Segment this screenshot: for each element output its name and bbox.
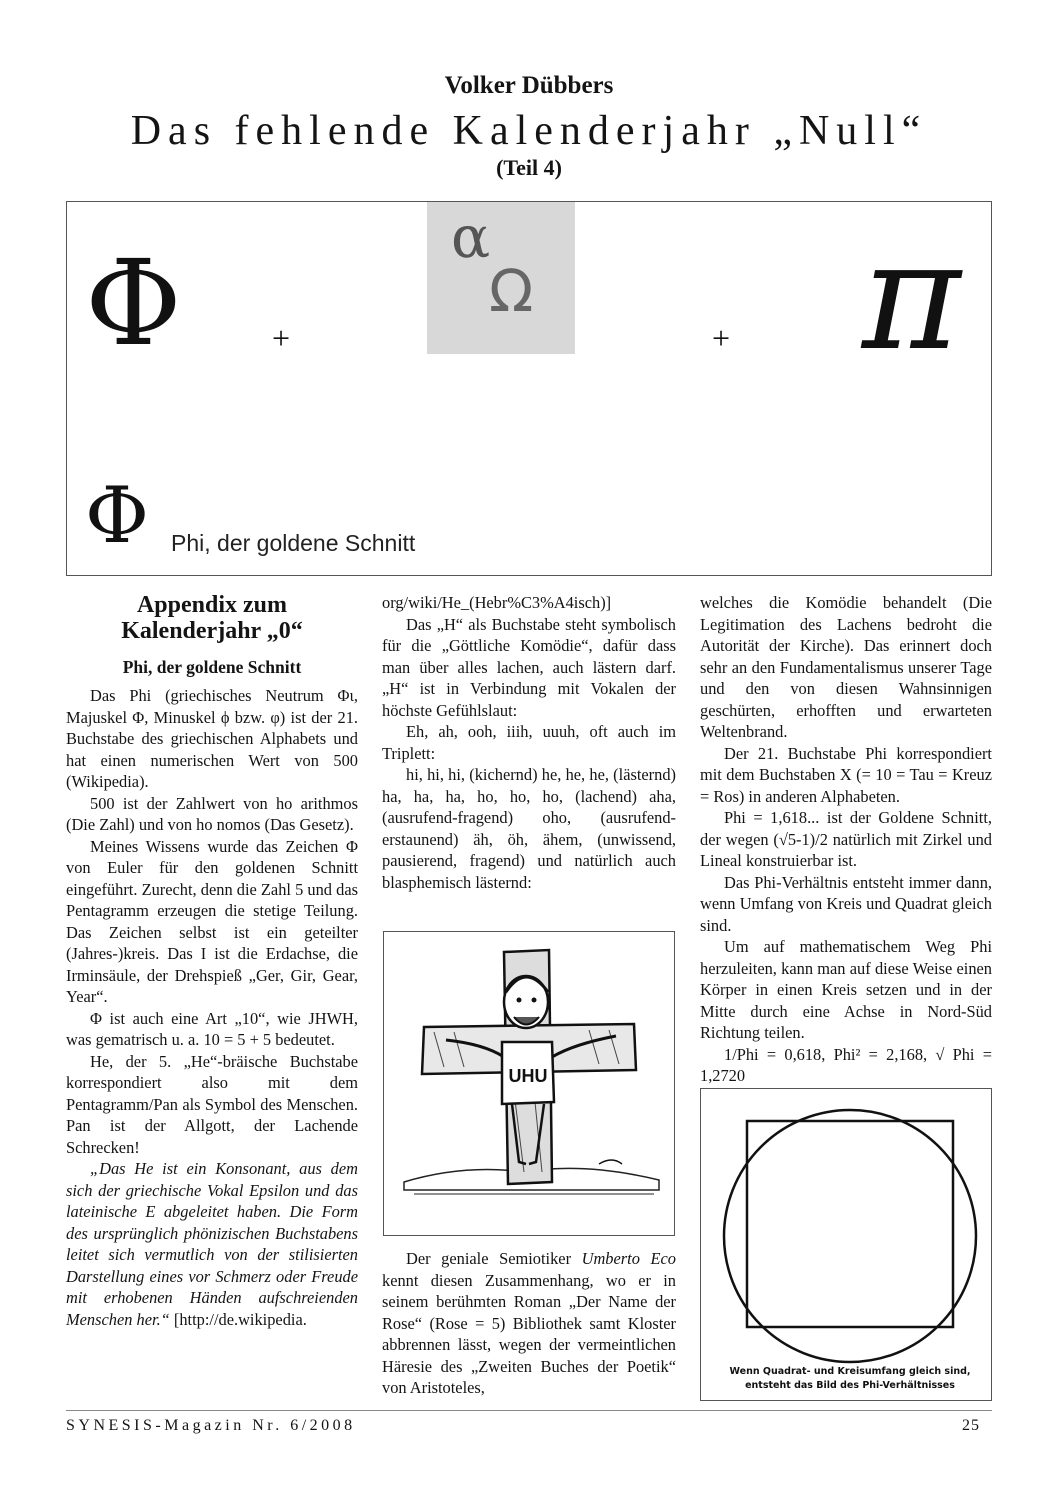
diagram-caption-line1: Wenn Quadrat- und Kreisumfang gleich sind, bbox=[729, 1366, 971, 1377]
circle-square-diagram bbox=[700, 1088, 992, 1401]
paragraph: He, der 5. „He“-bräische Buchstabe korrespondiert also mit dem Pentagramm/Pan als Symbol des Menschen. Pan ist der Allgott, der Lachende Schrecken! bbox=[66, 1051, 358, 1157]
phi-caption: Phi, der goldene Schnitt bbox=[171, 530, 416, 556]
text-column-3 bbox=[700, 592, 992, 1087]
paragraph: Das Phi-Verhältnis entsteht immer dann, wenn Umfang von Kreis und Quadrat gleich sind. bbox=[700, 872, 992, 935]
paragraph: Meines Wissens wurde das Zeichen Φ von Euler für den goldenen Schnitt eingeführt. Zurecht, denn die Zahl 5 und das Pentagramm erzeugen die stetige Teilung. Das Zeichen selbst ist ein geteilter (Jahres-)kreis. Das I ist die Erdachse, die Irminsäule, der Drehspieß „Ger, Gir, Gear, Year“. bbox=[66, 836, 358, 1006]
omega-symbol: Ω bbox=[489, 257, 534, 325]
eco-name: Umberto Eco bbox=[581, 1249, 676, 1268]
eco-text-start: Der geniale Semiotiker bbox=[406, 1249, 582, 1268]
cartoon-shirt-text: UHU bbox=[508, 1066, 548, 1086]
footer-divider bbox=[66, 1410, 992, 1411]
paragraph: welches die Komödie behandelt (Die Legitimation des Lachens bedroht die Autorität der Kirche). Das erinnert doch sehr an den Fundamentalismus unserer Tage und den von diesen Wahnsinnigen geschürten, erhofften und erwarteten Weltenbrand. bbox=[700, 593, 992, 741]
paragraph: Um auf mathematischem Weg Phi herzuleiten, kann man auf diese Weise einen Körper in einen Kreis setzen und in der Mitte durch eine Achse in Nord-Süd Richtung teilen. bbox=[700, 937, 992, 1042]
source-link-continuation[interactable]: org/wiki/He_(Hebr%C3%A4isch)] bbox=[382, 593, 612, 612]
eco-text-end: kennt diesen Zusammenhang, wo er in seinem berühmten Roman „Der Name der Rose“ (Rose = 5) Bibliothek samt Kloster abbrennen lässt, wegen der vermeintlichen Häresie des „Zweiten Buches der Poetik“ von Aristoteles, bbox=[382, 1270, 676, 1397]
circle-square-figure bbox=[701, 1089, 991, 1400]
paragraph: Der 21. Buchstabe Phi korrespondiert mit dem Buchstaben X (= 10 = Tau = Kreuz = Ros) in anderen Alphabeten. bbox=[700, 743, 992, 806]
text-column-1 bbox=[66, 685, 358, 1330]
author-name: Volker Dübbers bbox=[444, 72, 614, 99]
text-column-2-bottom bbox=[382, 1248, 676, 1399]
crucifixion-cartoon bbox=[383, 931, 675, 1236]
appendix-heading bbox=[66, 592, 358, 644]
paragraph-eco bbox=[382, 1248, 676, 1399]
page-number: 25 bbox=[962, 1417, 980, 1434]
wikipedia-quote: „Das He ist ein Konsonant, aus dem sich der griechische Vokal Epsilon und das lateinische E abgeleitet haben. Die Form des ursprünglich phönizischen Buchstabens leitet sich vermutlich von der stilisierten Darstellung eines vor Schmerz oder Freude mit erhobenen Händen aufschreienden Menschen her.“ bbox=[66, 1159, 358, 1329]
paragraph: Das „H“ als Buchstabe steht symbolisch für die „Göttliche Komödie“, dafür dass man über alles lachen, auch lästern darf. „H“ ist in Verbindung mit Vokalen der höchste Gefühlslaut: bbox=[382, 614, 676, 720]
plus-sign-right: + bbox=[712, 320, 731, 356]
source-link[interactable]: [http://de.wikipedia. bbox=[173, 1309, 307, 1329]
paragraph: Phi = 1,618... ist der Goldene Schnitt, der wegen (√5-1)/2 natürlich mit Zirkel und Lineal konstruierbar ist. bbox=[700, 808, 992, 870]
paragraph: Eh, ah, ooh, iiih, uuuh, oft auch im Triplett: bbox=[382, 722, 676, 763]
appendix-subheading: Phi, der goldene Schnitt bbox=[122, 657, 302, 677]
diagram-caption-line2: entsteht das Bild des Phi-Verhältnisses bbox=[745, 1380, 955, 1391]
paragraph: 1/Phi = 0,618, Phi² = 2,168, √ Phi = 1,2720 bbox=[700, 1044, 992, 1085]
paragraph: 500 ist der Zahlwert von ho arithmos (Die Zahl) und von ho nomos (Das Gesetz). bbox=[66, 793, 358, 834]
phi-symbol-large: Φ bbox=[85, 234, 182, 372]
paragraph: hi, hi, hi, (kichernd) he, he, he, (lästernd) ha, ha, ha, ho, ho, ho, (lachend) aha, (ausrufend-fragend) oho, (ausrufend-erstaunend) äh, öh, ähem, (unwissend, pausierend, fragend) und natürlich auch blasphemisch lästernd: bbox=[382, 765, 676, 892]
paragraph: Φ ist auch eine Art „10“, wie JHWH, was gematrisch u. a. 10 = 5 + 5 bedeutet. bbox=[66, 1008, 358, 1049]
appendix-heading-line1: Appendix zum bbox=[136, 592, 288, 618]
cartoon-illustration bbox=[384, 932, 674, 1235]
article-title: Das fehlende Kalenderjahr „Null“ bbox=[130, 108, 928, 154]
pi-symbol: π bbox=[862, 210, 961, 384]
footer-magazine: SYNESIS-Magazin Nr. 6/2008 bbox=[66, 1417, 356, 1434]
plus-sign-left: + bbox=[272, 320, 291, 356]
phi-symbol-small: Φ bbox=[85, 471, 149, 561]
quote-paragraph bbox=[66, 1158, 358, 1330]
alpha-omega-panel bbox=[427, 202, 575, 354]
appendix-heading-line2: Kalenderjahr „0“ bbox=[121, 618, 303, 644]
symbol-banner bbox=[66, 201, 992, 576]
text-column-2 bbox=[382, 592, 676, 893]
article-part: (Teil 4) bbox=[496, 155, 562, 180]
alpha-symbol: α bbox=[451, 203, 491, 271]
paragraph: Das Phi (griechisches Neutrum Φι, Majuskel Φ, Minuskel ϕ bzw. φ) ist der 21. Buchstabe des griechischen Alphabets und hat einen numerischen Wert von 500 (Wikipedia). bbox=[66, 686, 358, 791]
